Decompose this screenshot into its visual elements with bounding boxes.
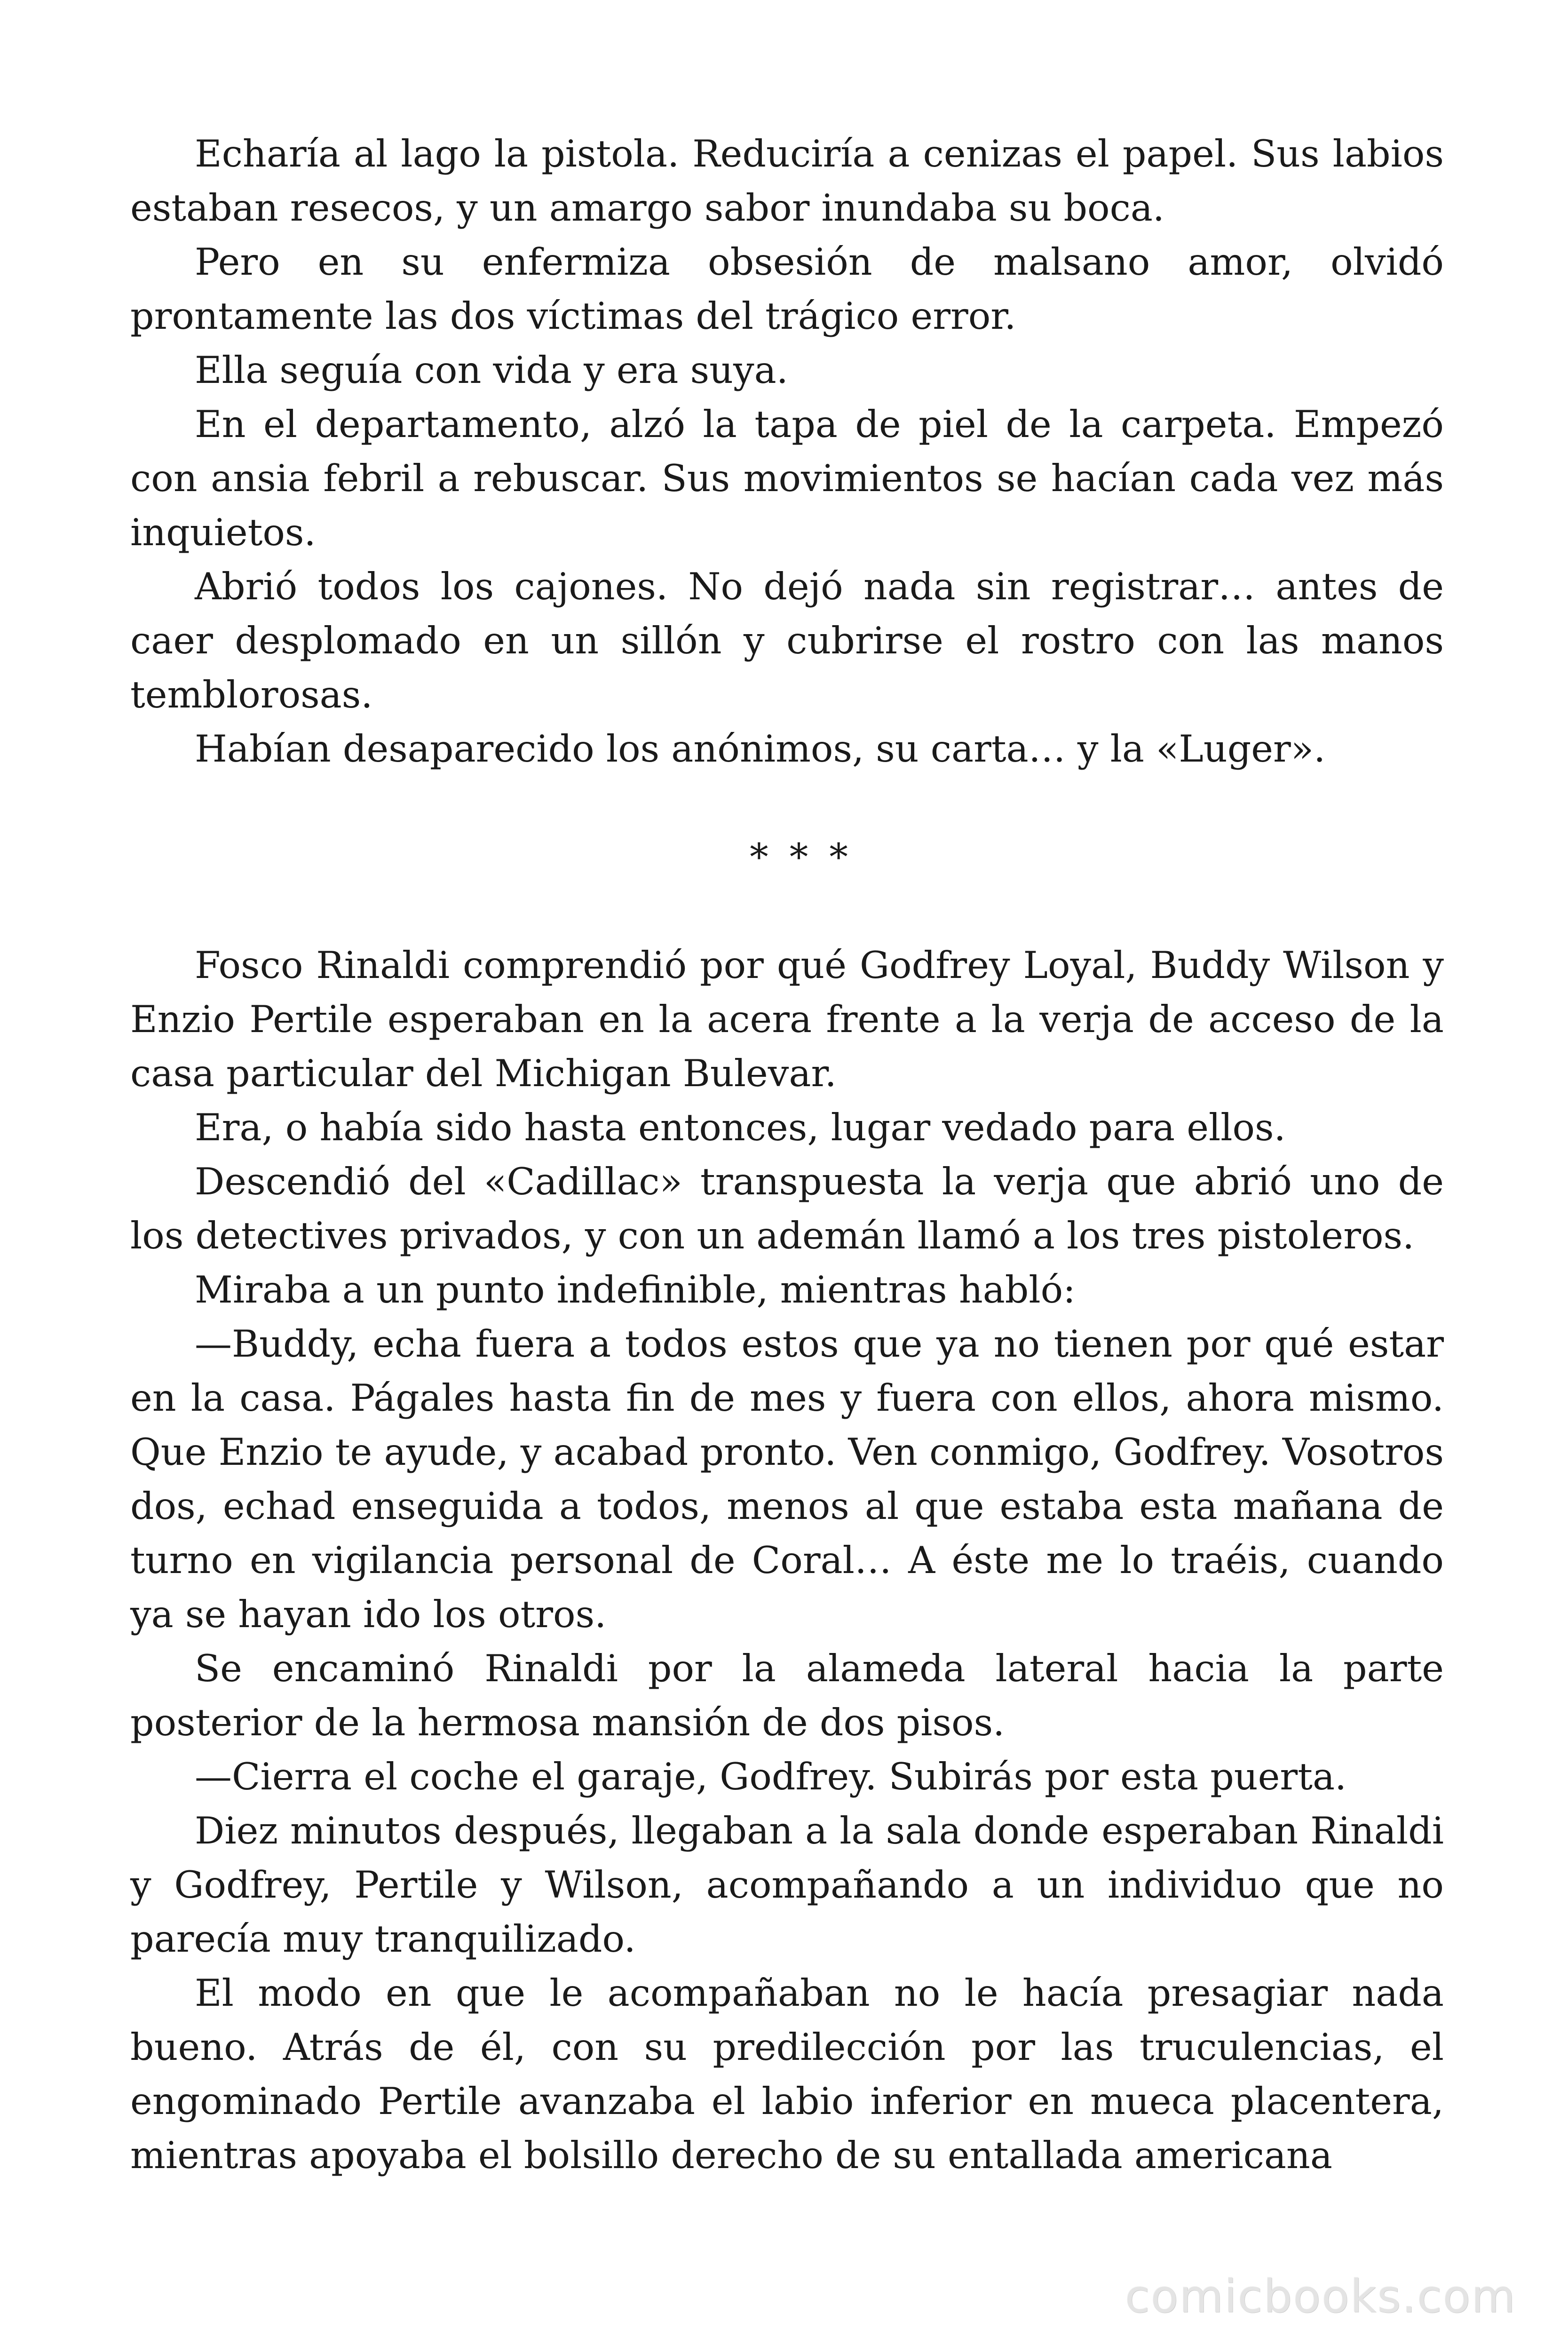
section-separator: * * * xyxy=(750,835,853,879)
page-body xyxy=(130,127,1444,2183)
paragraph: Echaría al lago la pistola. Reduciría a cenizas el papel. Sus labios estaban resecos, y un amargo sabor inundaba su boca. xyxy=(130,132,1444,230)
paragraph: —Cierra el coche el garaje, Godfrey. Subirás por esta puerta. xyxy=(195,1755,1347,1798)
paragraph: Habían desaparecido los anónimos, su carta… y la «Luger». xyxy=(195,727,1326,771)
paragraph: Pero en su enfermiza obsesión de malsano amor, olvidó prontamente las dos víctimas del trágico error. xyxy=(130,240,1444,338)
section-1 xyxy=(130,127,1444,776)
paragraph: El modo en que le acompañaban no le hacía presagiar nada bueno. Atrás de él, con su predilección por las truculencias, el engominado Pertile avanzaba el labio inferior en mueca placentera, mientras apoyaba el bolsillo derecho de su entallada americana xyxy=(130,1971,1444,2177)
paragraph: Diez minutos después, llegaban a la sala donde esperaban Rinaldi y Godfrey, Pertile y Wilson, acompañando a un individuo que no parecía muy tranquilizado. xyxy=(130,1809,1444,1961)
paragraph: En el departamento, alzó la tapa de piel de la carpeta. Empezó con ansia febril a rebuscar. Sus movimientos se hacían cada vez más inquietos. xyxy=(130,403,1444,554)
paragraph: —Buddy, echa fuera a todos estos que ya no tienen por qué estar en la casa. Págales hasta fin de mes y fuera con ellos, ahora mismo. Que Enzio te ayude, y acabad pronto. Ven conmigo, Godfrey. Vosotros dos, echad enseguida a todos, menos al que estaba esta mañana de turno en vigilancia personal de Coral… A éste me lo traéis, cuando ya se hayan ido los otros. xyxy=(130,1322,1444,1636)
paragraph: Fosco Rinaldi comprendió por qué Godfrey Loyal, Buddy Wilson y Enzio Pertile esperaban en la acera frente a la verja de acceso de la casa particular del Michigan Bulevar. xyxy=(130,944,1444,1095)
paragraph: Abrió todos los cajones. No dejó nada sin registrar… antes de caer desplomado en un sillón y cubrirse el rostro con las manos temblorosas. xyxy=(130,565,1444,716)
watermark: comicbooks.com xyxy=(1125,2270,1516,2323)
paragraph: Se encaminó Rinaldi por la alameda lateral hacia la parte posterior de la hermosa mansión de dos pisos. xyxy=(130,1647,1444,1744)
paragraph: Miraba a un punto indefinible, mientras habló: xyxy=(195,1268,1076,1311)
paragraph: Era, o había sido hasta entonces, lugar vedado para ellos. xyxy=(195,1106,1286,1149)
paragraph: Ella seguía con vida y era suya. xyxy=(195,349,788,392)
section-2 xyxy=(130,938,1444,2183)
paragraph: Descendió del «Cadillac» transpuesta la verja que abrió uno de los detectives privados, y con un ademán llamó a los tres pistoleros. xyxy=(130,1160,1444,1257)
